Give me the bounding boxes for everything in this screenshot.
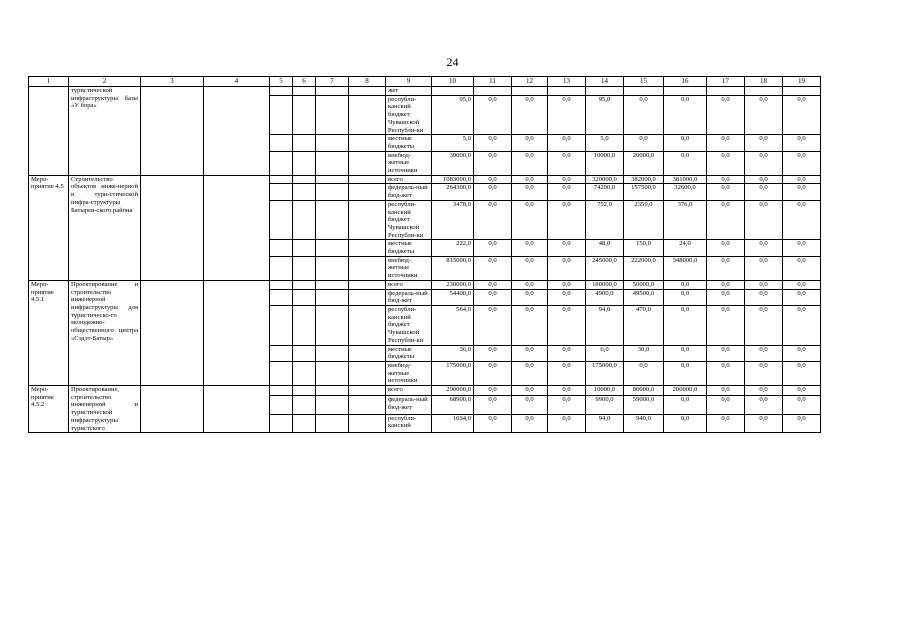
funding-source: всего	[386, 280, 432, 289]
empty-cell	[349, 305, 386, 345]
empty-cell	[349, 345, 386, 361]
value-cell: 0,0	[474, 135, 512, 151]
empty-cell	[293, 280, 316, 289]
value-cell: 180000,0	[586, 280, 624, 289]
value-cell: 0,0	[707, 256, 745, 280]
value-cell: 5,0	[432, 135, 474, 151]
value-cell: 0,0	[474, 395, 512, 414]
empty-cell	[270, 361, 293, 385]
value-cell: 1083000,0	[432, 175, 474, 184]
value-cell: 0,0	[707, 289, 745, 305]
value-cell: 0,0	[745, 345, 783, 361]
empty-cell	[270, 240, 293, 256]
column-header: 2	[69, 77, 141, 87]
value-cell: 0,0	[548, 305, 586, 345]
value-cell: 0,0	[783, 414, 821, 433]
value-cell: 95,0	[432, 95, 474, 135]
column-header: 12	[512, 77, 548, 87]
empty-cell	[270, 200, 293, 240]
value-cell: 0,0	[512, 280, 548, 289]
value-cell: 381000,0	[664, 175, 707, 184]
value-cell: 74200,0	[586, 184, 624, 200]
empty-cell	[270, 280, 293, 289]
value-cell: 49500,0	[624, 289, 664, 305]
value-cell	[664, 87, 707, 96]
value-cell: 0,0	[664, 151, 707, 175]
page-number: 24	[446, 55, 459, 69]
value-cell: 0,0	[783, 184, 821, 200]
value-cell: 320000,0	[586, 175, 624, 184]
value-cell: 0,0	[512, 175, 548, 184]
empty-cell	[349, 289, 386, 305]
value-cell: 0,0	[664, 361, 707, 385]
value-cell: 0,0	[745, 184, 783, 200]
value-cell: 0,0	[664, 395, 707, 414]
value-cell: 10000,0	[586, 151, 624, 175]
value-cell: 0,0	[783, 289, 821, 305]
empty-cell	[316, 200, 349, 240]
column-header: 16	[664, 77, 707, 87]
empty-cell	[349, 87, 386, 96]
measure-name: Проектирование и строительство инженерной инфраструктуры для туристическо-го молодежно-общественного центра «Сэдэт-Батыр»	[69, 280, 141, 385]
column-header: 9	[386, 77, 432, 87]
value-cell: 0,0	[745, 414, 783, 433]
value-cell: 1034,0	[432, 414, 474, 433]
value-cell: 0,0	[707, 345, 745, 361]
value-cell: 0,0	[664, 345, 707, 361]
value-cell: 0,0	[474, 289, 512, 305]
value-cell: 6,0	[586, 345, 624, 361]
empty-cell	[270, 135, 293, 151]
empty-cell	[316, 184, 349, 200]
value-cell	[474, 87, 512, 96]
funding-source: внебюд-жетные источники	[386, 361, 432, 385]
value-cell: 0,0	[707, 184, 745, 200]
value-cell: 9900,0	[586, 395, 624, 414]
value-cell: 50000,0	[624, 280, 664, 289]
empty-cell	[270, 151, 293, 175]
value-cell: 564,0	[432, 305, 474, 345]
value-cell: 0,0	[474, 414, 512, 433]
empty-cell	[316, 87, 349, 96]
value-cell: 0,0	[512, 289, 548, 305]
empty-cell	[316, 414, 349, 433]
value-cell: 0,0	[512, 361, 548, 385]
value-cell: 175000,0	[586, 361, 624, 385]
value-cell: 0,0	[548, 151, 586, 175]
empty-cell	[349, 135, 386, 151]
empty-cell	[349, 280, 386, 289]
value-cell	[707, 87, 745, 96]
value-cell: 470,0	[624, 305, 664, 345]
value-cell: 0,0	[664, 95, 707, 135]
value-cell: 0,0	[512, 256, 548, 280]
value-cell: 24,0	[664, 240, 707, 256]
value-cell: 0,0	[745, 175, 783, 184]
value-cell: 376,0	[664, 200, 707, 240]
empty-cell	[293, 386, 316, 396]
column-header: 15	[624, 77, 664, 87]
table-row	[29, 87, 821, 96]
empty-cell	[293, 395, 316, 414]
funding-source: федераль-ный бюд-жет	[386, 395, 432, 414]
value-cell: 382000,0	[624, 175, 664, 184]
table-row	[29, 386, 821, 396]
measure-name: Строительство объектов инже-нерной и тури-стической инфра-структуры Батырев-ского района	[69, 175, 141, 280]
value-cell: 0,0	[548, 345, 586, 361]
funding-source: республи-канский бюджет Чувашской Республи-ки	[386, 95, 432, 135]
funding-source: республи-канский бюджет Чувашской Республи-ки	[386, 305, 432, 345]
funding-source: местные бюджеты	[386, 345, 432, 361]
value-cell: 0,0	[745, 95, 783, 135]
empty-cell	[316, 345, 349, 361]
value-cell: 0,0	[512, 345, 548, 361]
column-header: 4	[204, 77, 270, 87]
empty-cell	[204, 175, 270, 280]
value-cell: 0,0	[474, 280, 512, 289]
column-header: 5	[270, 77, 293, 87]
value-cell: 0,0	[548, 395, 586, 414]
value-cell: 0,0	[783, 361, 821, 385]
value-cell: 94,0	[586, 414, 624, 433]
value-cell: 0,0	[512, 95, 548, 135]
empty-cell	[293, 240, 316, 256]
empty-cell	[270, 289, 293, 305]
value-cell: 0,0	[474, 345, 512, 361]
empty-cell	[270, 305, 293, 345]
value-cell: 157500,0	[624, 184, 664, 200]
empty-cell	[349, 414, 386, 433]
value-cell: 0,0	[474, 184, 512, 200]
value-cell: 230000,0	[432, 280, 474, 289]
value-cell: 0,0	[783, 135, 821, 151]
empty-cell	[349, 151, 386, 175]
value-cell: 0,0	[474, 200, 512, 240]
value-cell: 0,0	[707, 395, 745, 414]
column-header: 14	[586, 77, 624, 87]
value-cell: 0,0	[624, 95, 664, 135]
column-header: 13	[548, 77, 586, 87]
column-header: 6	[293, 77, 316, 87]
value-cell: 36,0	[432, 345, 474, 361]
value-cell: 0,0	[474, 95, 512, 135]
empty-cell	[293, 135, 316, 151]
empty-cell	[270, 95, 293, 135]
column-header: 19	[783, 77, 821, 87]
value-cell	[745, 87, 783, 96]
value-cell: 175000,0	[432, 361, 474, 385]
value-cell: 0,0	[624, 135, 664, 151]
column-header: 7	[316, 77, 349, 87]
value-cell: 0,0	[745, 395, 783, 414]
value-cell: 0,0	[707, 361, 745, 385]
value-cell: 20000,0	[624, 151, 664, 175]
value-cell: 0,0	[745, 361, 783, 385]
value-cell: 0,0	[745, 386, 783, 396]
measure-id: Меро-приятие 4.5.2	[29, 386, 69, 433]
empty-cell	[293, 184, 316, 200]
column-header: 10	[432, 77, 474, 87]
funding-source: местные бюджеты	[386, 135, 432, 151]
value-cell: 0,0	[664, 289, 707, 305]
value-cell: 0,0	[707, 200, 745, 240]
empty-cell	[349, 361, 386, 385]
measure-name: туристической инфраструктуры базы «У бора»	[69, 87, 141, 176]
value-cell: 0,0	[548, 256, 586, 280]
column-header: 1	[29, 77, 69, 87]
empty-cell	[349, 395, 386, 414]
value-cell: 0,0	[783, 345, 821, 361]
value-cell: 0,0	[548, 361, 586, 385]
funding-source: всего	[386, 386, 432, 396]
value-cell: 0,0	[783, 175, 821, 184]
value-cell: 0,0	[512, 200, 548, 240]
value-cell: 0,0	[707, 175, 745, 184]
value-cell: 0,0	[664, 305, 707, 345]
value-cell: 94,0	[586, 305, 624, 345]
value-cell: 940,0	[624, 414, 664, 433]
empty-cell	[316, 135, 349, 151]
empty-cell	[141, 87, 204, 176]
measure-id: Меро-приятие 4.5.1	[29, 280, 69, 385]
empty-cell	[270, 175, 293, 184]
value-cell: 54400,0	[432, 289, 474, 305]
value-cell: 222,0	[432, 240, 474, 256]
empty-cell	[349, 386, 386, 396]
empty-cell	[316, 95, 349, 135]
value-cell: 0,0	[664, 135, 707, 151]
value-cell: 3478,0	[432, 200, 474, 240]
empty-cell	[293, 95, 316, 135]
value-cell: 0,0	[745, 305, 783, 345]
table-row	[29, 280, 821, 289]
value-cell: 0,0	[707, 151, 745, 175]
empty-cell	[204, 280, 270, 385]
value-cell: 0,0	[548, 184, 586, 200]
value-cell: 200000,0	[664, 386, 707, 396]
value-cell	[624, 87, 664, 96]
value-cell: 0,0	[548, 280, 586, 289]
value-cell: 0,0	[474, 175, 512, 184]
empty-cell	[316, 289, 349, 305]
value-cell: 48,0	[586, 240, 624, 256]
value-cell: 0,0	[512, 386, 548, 396]
value-cell: 0,0	[783, 256, 821, 280]
column-header: 11	[474, 77, 512, 87]
empty-cell	[349, 256, 386, 280]
empty-cell	[293, 345, 316, 361]
column-header: 8	[349, 77, 386, 87]
value-cell: 0,0	[624, 361, 664, 385]
empty-cell	[141, 386, 204, 433]
value-cell: 0,0	[783, 395, 821, 414]
empty-cell	[270, 256, 293, 280]
value-cell: 815000,0	[432, 256, 474, 280]
value-cell: 0,0	[783, 200, 821, 240]
empty-cell	[204, 87, 270, 176]
value-cell: 0,0	[783, 386, 821, 396]
empty-cell	[293, 289, 316, 305]
empty-cell	[349, 175, 386, 184]
value-cell: 0,0	[512, 414, 548, 433]
header-row	[29, 77, 821, 87]
value-cell: 59000,0	[624, 395, 664, 414]
value-cell: 0,0	[783, 305, 821, 345]
empty-cell	[293, 200, 316, 240]
empty-cell	[293, 305, 316, 345]
funding-source: внебюд-жетные источники	[386, 256, 432, 280]
table-row	[29, 175, 821, 184]
value-cell: 0,0	[512, 395, 548, 414]
budget-table	[28, 76, 821, 433]
value-cell: 0,0	[548, 200, 586, 240]
value-cell: 0,0	[745, 135, 783, 151]
funding-source: федераль-ный бюд-жет	[386, 289, 432, 305]
value-cell: 0,0	[474, 240, 512, 256]
value-cell: 10000,0	[586, 386, 624, 396]
empty-cell	[349, 240, 386, 256]
value-cell: 2350,0	[624, 200, 664, 240]
empty-cell	[270, 345, 293, 361]
value-cell: 0,0	[512, 184, 548, 200]
empty-cell	[293, 256, 316, 280]
value-cell: 222000,0	[624, 256, 664, 280]
empty-cell	[293, 361, 316, 385]
value-cell	[548, 87, 586, 96]
value-cell: 0,0	[745, 200, 783, 240]
value-cell: 0,0	[745, 289, 783, 305]
value-cell: 0,0	[707, 305, 745, 345]
empty-cell	[270, 414, 293, 433]
column-header: 18	[745, 77, 783, 87]
value-cell: 0,0	[745, 256, 783, 280]
value-cell: 0,0	[745, 280, 783, 289]
value-cell: 80000,0	[624, 386, 664, 396]
value-cell: 0,0	[548, 175, 586, 184]
value-cell: 0,0	[548, 386, 586, 396]
empty-cell	[270, 386, 293, 396]
value-cell: 30,0	[624, 345, 664, 361]
funding-source: жет	[386, 87, 432, 96]
funding-source: всего	[386, 175, 432, 184]
empty-cell	[316, 305, 349, 345]
empty-cell	[270, 395, 293, 414]
empty-cell	[293, 414, 316, 433]
value-cell: 0,0	[512, 240, 548, 256]
value-cell	[586, 87, 624, 96]
value-cell: 5,0	[586, 135, 624, 151]
value-cell: 4900,0	[586, 289, 624, 305]
value-cell: 0,0	[745, 151, 783, 175]
value-cell: 245000,0	[586, 256, 624, 280]
empty-cell	[293, 175, 316, 184]
empty-cell	[293, 87, 316, 96]
value-cell	[783, 87, 821, 96]
value-cell: 290000,0	[432, 386, 474, 396]
measure-id: Меро-приятие 4.5	[29, 175, 69, 280]
value-cell: 0,0	[474, 256, 512, 280]
value-cell: 0,0	[707, 95, 745, 135]
value-cell: 0,0	[745, 240, 783, 256]
value-cell: 348000,0	[664, 256, 707, 280]
empty-cell	[316, 240, 349, 256]
value-cell: 0,0	[707, 135, 745, 151]
funding-source: местные бюджеты	[386, 240, 432, 256]
value-cell: 0,0	[783, 151, 821, 175]
empty-cell	[316, 256, 349, 280]
value-cell: 0,0	[548, 289, 586, 305]
value-cell: 0,0	[548, 95, 586, 135]
empty-cell	[316, 175, 349, 184]
empty-cell	[293, 151, 316, 175]
empty-cell	[270, 87, 293, 96]
value-cell: 0,0	[783, 240, 821, 256]
value-cell: 0,0	[783, 95, 821, 135]
funding-source: республи-канский	[386, 414, 432, 433]
value-cell: 0,0	[548, 135, 586, 151]
value-cell: 0,0	[548, 414, 586, 433]
empty-cell	[349, 95, 386, 135]
empty-cell	[349, 184, 386, 200]
value-cell: 0,0	[664, 280, 707, 289]
funding-source: республи-канский бюджет Чувашской Республи-ки	[386, 200, 432, 240]
empty-cell	[316, 395, 349, 414]
empty-cell	[349, 200, 386, 240]
value-cell: 0,0	[512, 151, 548, 175]
value-cell: 0,0	[474, 151, 512, 175]
value-cell: 30000,0	[432, 151, 474, 175]
value-cell: 264300,0	[432, 184, 474, 200]
value-cell: 0,0	[474, 386, 512, 396]
value-cell: 150,0	[624, 240, 664, 256]
value-cell: 0,0	[474, 305, 512, 345]
value-cell: 68900,0	[432, 395, 474, 414]
funding-source: федераль-ный бюд-жет	[386, 184, 432, 200]
funding-source: внебюд-жетные источники	[386, 151, 432, 175]
empty-cell	[316, 280, 349, 289]
column-header: 17	[707, 77, 745, 87]
empty-cell	[270, 184, 293, 200]
value-cell: 0,0	[783, 280, 821, 289]
value-cell: 0,0	[512, 135, 548, 151]
measure-id	[29, 87, 69, 176]
empty-cell	[316, 151, 349, 175]
column-header: 3	[141, 77, 204, 87]
value-cell	[432, 87, 474, 96]
empty-cell	[141, 280, 204, 385]
value-cell: 0,0	[707, 240, 745, 256]
empty-cell	[316, 361, 349, 385]
empty-cell	[316, 386, 349, 396]
measure-name: Проектирование, строительство инженерной и туристической инфраструктуры туристского	[69, 386, 141, 433]
empty-cell	[204, 386, 270, 433]
value-cell	[512, 87, 548, 96]
value-cell: 0,0	[707, 414, 745, 433]
value-cell: 752,0	[586, 200, 624, 240]
value-cell: 32600,0	[664, 184, 707, 200]
value-cell: 95,0	[586, 95, 624, 135]
value-cell: 0,0	[474, 361, 512, 385]
value-cell: 0,0	[548, 240, 586, 256]
value-cell: 0,0	[512, 305, 548, 345]
value-cell: 0,0	[707, 386, 745, 396]
value-cell: 0,0	[664, 414, 707, 433]
value-cell: 0,0	[707, 280, 745, 289]
empty-cell	[141, 175, 204, 280]
